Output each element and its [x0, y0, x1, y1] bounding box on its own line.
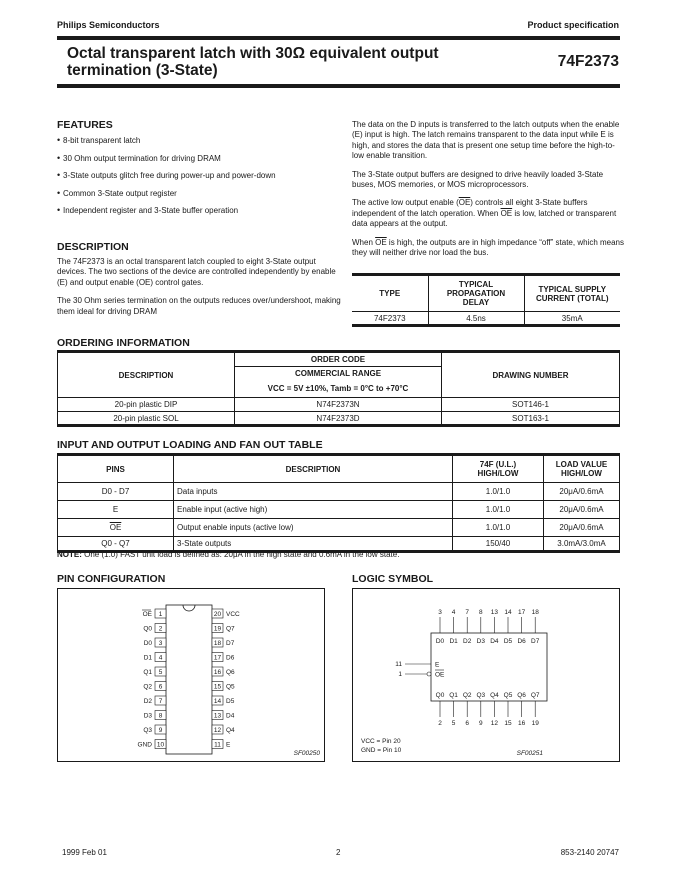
- ord-header-commercial: COMMERCIAL RANGE: [235, 367, 442, 381]
- output-pin-number: 2: [438, 720, 442, 727]
- rcol-para-4: [352, 238, 624, 259]
- rcol-p3-e: is low, latched or transparent data appears at the output.: [352, 208, 617, 229]
- pin-number: 20: [213, 611, 222, 618]
- pin-name: Q2: [143, 683, 152, 691]
- oe-pin-number: 1: [398, 671, 402, 678]
- table-row: [58, 412, 620, 426]
- rcol-p3-c: ) controls all eight 3-State buffers independent of the latch operation. When: [352, 198, 588, 218]
- load-cell: 20μA/0.6mA: [544, 483, 620, 501]
- ord-header-description: DESCRIPTION: [58, 352, 235, 398]
- rcol-p3-oe2: $\overline{OE}$: [500, 208, 513, 218]
- pin-name: D0: [143, 640, 152, 647]
- note-label: NOTE:: [57, 550, 82, 559]
- load-cell: 150/40: [453, 537, 544, 552]
- list-item: • 3-State outputs glitch free during power-up and power-down: [57, 171, 337, 189]
- logic-box: [431, 633, 547, 701]
- load-cell: Enable input (active high): [174, 501, 453, 519]
- typ-header-delay: TYPICAL PROPAGATION DELAY: [428, 275, 524, 312]
- list-item: • 30 Ohm output termination for driving DRAM: [57, 154, 337, 172]
- pin-name: D3: [143, 712, 152, 720]
- input-pin-number: 4: [451, 609, 456, 616]
- input-name: D5: [503, 638, 513, 645]
- list-item: • Common 3-State output register: [57, 189, 337, 207]
- pin-config-svg: [58, 589, 324, 761]
- right-column-body: [352, 120, 624, 266]
- ord-cell: N74F2373N: [235, 398, 442, 412]
- pin-number: 2: [158, 625, 163, 633]
- pin-name: D7: [226, 640, 235, 647]
- table-row: [58, 519, 620, 537]
- load-header-pins: PINS: [58, 455, 174, 483]
- logic-symbol-svg: [353, 589, 619, 761]
- output-pin-number: 15: [504, 720, 512, 727]
- input-pin-number: 8: [478, 609, 483, 616]
- company-name: Philips Semiconductors: [57, 20, 160, 30]
- loading-note: [57, 550, 399, 559]
- rcol-p4-oe: $\overline{OE}$: [375, 237, 387, 247]
- part-number: 74F2373: [557, 53, 619, 70]
- typ-cell-current: 35mA: [524, 312, 620, 326]
- pin-number: 18: [213, 640, 222, 647]
- ord-cell: N74F2373D: [235, 412, 442, 426]
- pin-name: Q1: [143, 669, 152, 676]
- list-item: • 8-bit transparent latch: [57, 136, 337, 154]
- description-heading: DESCRIPTION: [57, 241, 129, 253]
- footer-page: 2: [336, 848, 341, 857]
- output-pin-number: 12: [490, 720, 499, 727]
- table-row: [58, 483, 620, 501]
- ord-cell: SOT163-1: [442, 412, 620, 426]
- pin-config-diagram: [57, 588, 325, 762]
- output-name: Q1: [449, 692, 458, 699]
- pin-number: 12: [213, 727, 222, 734]
- load-cell: Data inputs: [174, 483, 453, 501]
- pin-number: 15: [213, 683, 222, 691]
- table-row: [58, 501, 620, 519]
- loading-heading: INPUT AND OUTPUT LOADING AND FAN OUT TABLE: [57, 439, 323, 451]
- load-cell: Q0 - Q7: [58, 537, 174, 552]
- logic-symbol-heading: LOGIC SYMBOL: [352, 573, 434, 585]
- load-header-ul: 74F (U.L.) HIGH/LOW: [453, 455, 544, 483]
- load-cell: D0 - D7: [58, 483, 174, 501]
- pin-config-heading: PIN CONFIGURATION: [57, 573, 166, 585]
- rcol-para-3: [352, 198, 624, 229]
- pin-name: Q6: [226, 669, 235, 676]
- input-name: D2: [463, 638, 472, 645]
- output-name: Q5: [503, 692, 513, 699]
- typ-cell-delay: 4.5ns: [428, 312, 524, 326]
- typ-header-type: TYPE: [352, 275, 428, 312]
- ord-cell: 20-pin plastic SOL: [58, 412, 235, 426]
- vcc-note: VCC = Pin 20: [361, 738, 401, 745]
- load-cell: 1.0/1.0: [453, 519, 544, 537]
- description-para-1: The 74F2373 is an octal transparent latch coupled to eight 3-State output devices. The two sections of the device are controlled independently by enable (E) and output enable (OE) control gates.: [57, 257, 336, 287]
- diagram-code: SF00250: [293, 750, 320, 757]
- ord-header-order-code: ORDER CODE: [235, 352, 442, 367]
- ordering-table: [57, 350, 620, 427]
- pin-number: 17: [213, 654, 222, 662]
- load-header-load: LOAD VALUE HIGH/LOW: [544, 455, 620, 483]
- pin-number: 4: [158, 654, 163, 662]
- description-body: [57, 257, 342, 325]
- pin-number: 10: [156, 741, 165, 749]
- input-name: D3: [476, 638, 485, 645]
- load-cell: 1.0/1.0: [453, 501, 544, 519]
- pin-name: Q5: [226, 683, 235, 691]
- pin-number: 19: [213, 625, 222, 633]
- input-pin-number: 17: [517, 609, 526, 616]
- pin-name: D1: [143, 654, 152, 662]
- pin-number: 13: [213, 712, 222, 720]
- ord-cell: SOT146-1: [442, 398, 620, 412]
- output-pin-number: 5: [451, 720, 456, 727]
- output-pin-number: 9: [478, 720, 483, 727]
- description-para-2: The 30 Ohm series termination on the outputs reduces over/undershoot, making them ideal for driving DRAM: [57, 296, 341, 316]
- pin-number: 6: [158, 683, 163, 691]
- pin-name: Q3: [143, 727, 152, 734]
- pin-number: 8: [158, 712, 163, 720]
- output-name: Q7: [530, 692, 540, 699]
- pin-name: OE: [142, 611, 152, 618]
- rcol-p3-oe: $\overline{OE}$: [458, 198, 471, 208]
- load-cell: 20μA/0.6mA: [544, 519, 620, 537]
- pin-name: VCC: [226, 611, 240, 618]
- oe-bubble: [427, 672, 431, 676]
- input-name: D6: [517, 638, 526, 645]
- rcol-p4-a: When: [352, 237, 376, 247]
- output-pin-number: 19: [531, 720, 539, 727]
- list-item: • Independent register and 3-State buffer operation: [57, 206, 337, 224]
- pin-number: 5: [158, 669, 163, 676]
- gnd-note: GND = Pin 10: [361, 747, 402, 754]
- note-text: One (1.0) FAST unit load is defined as: 20μA in the high state and 0.6mA in the low state.: [81, 550, 400, 559]
- header-rule-bottom: [57, 84, 620, 88]
- load-cell: 1.0/1.0: [453, 483, 544, 501]
- output-name: Q4: [490, 692, 499, 699]
- ord-header-conditions: VCC = 5V ±10%, Tamb = 0°C to +70°C: [235, 381, 442, 398]
- document-title: Octal transparent latch with 30Ω equivalent output termination (3-State): [67, 45, 439, 79]
- rcol-para-2: The 3-State output buffers are designed to drive heavily loaded 3-State buses, MOS memories, or MOS microprocessors.: [352, 169, 604, 190]
- chip-notch: [183, 605, 195, 611]
- load-cell: E: [58, 501, 174, 519]
- spec-type: Product specification: [527, 20, 619, 30]
- input-pin-number: 13: [490, 609, 499, 616]
- pin-number: 11: [214, 741, 221, 749]
- rcol-para-1: The data on the D inputs is transferred to the latch outputs when the enable (E) input is high. The latch remains transparent to the data input while E is high, and stores the data that is present one setup time before the high-to-low enable transition.: [352, 120, 620, 161]
- ord-cell: 20-pin plastic DIP: [58, 398, 235, 412]
- ordering-heading: ORDERING INFORMATION: [57, 337, 190, 349]
- typ-header-current: TYPICAL SUPPLY CURRENT (TOTAL): [524, 275, 620, 312]
- e-name: E: [435, 661, 440, 669]
- footer-date: 1999 Feb 01: [62, 848, 107, 857]
- pin-number: 9: [158, 727, 163, 734]
- ord-header-drawing: DRAWING NUMBER: [442, 352, 620, 398]
- output-name: Q3: [476, 692, 486, 699]
- pin-name: D6: [226, 654, 235, 662]
- pin-name: D5: [226, 698, 235, 705]
- load-cell: Output enable inputs (active low): [174, 519, 453, 537]
- input-pin-number: 3: [438, 609, 442, 616]
- output-pin-number: 6: [465, 720, 470, 727]
- input-pin-number: 7: [465, 609, 470, 616]
- pin-number: 16: [213, 669, 222, 676]
- output-name: Q6: [517, 692, 526, 699]
- chip-body: [166, 605, 212, 754]
- output-name: Q0: [435, 692, 445, 699]
- input-name: D0: [435, 638, 445, 645]
- pin-name: E: [226, 741, 231, 749]
- input-pin-number: 18: [531, 609, 539, 616]
- pin-name: GND: [137, 741, 152, 749]
- load-cell: $\overline{OE}$: [58, 519, 174, 537]
- oe-name: OE: [435, 671, 445, 679]
- pin-number: 14: [213, 698, 222, 705]
- output-name: Q2: [462, 692, 472, 699]
- table-row: [58, 398, 620, 412]
- pin-name: Q0: [143, 625, 152, 633]
- pin-number: 1: [158, 611, 163, 618]
- header-rule-top: [57, 36, 620, 40]
- rcol-p4-c: is high, the outputs are in high impedance “off” state, which means they will neither drive nor load the bus.: [352, 237, 625, 258]
- e-pin-number: 11: [395, 661, 402, 668]
- loading-table: [57, 453, 620, 553]
- pin-number: 3: [158, 640, 163, 647]
- typ-cell-type: 74F2373: [352, 312, 428, 326]
- load-cell: 20μA/0.6mA: [544, 501, 620, 519]
- load-header-description: DESCRIPTION: [174, 455, 453, 483]
- pin-name: D2: [143, 698, 152, 705]
- pin-number: 7: [158, 698, 163, 705]
- features-list: [57, 136, 337, 224]
- diagram-code: SF00251: [516, 750, 543, 757]
- input-name: D7: [531, 638, 540, 645]
- output-pin-number: 16: [517, 720, 526, 727]
- input-name: D1: [449, 638, 458, 645]
- input-pin-number: 14: [504, 609, 512, 616]
- rcol-p3-a: The active low output enable (: [352, 198, 459, 208]
- typical-table: [352, 273, 620, 327]
- pin-name: Q4: [226, 727, 235, 734]
- pin-name: Q7: [226, 625, 235, 633]
- input-name: D4: [490, 638, 499, 645]
- logic-symbol-diagram: [352, 588, 620, 762]
- features-heading: FEATURES: [57, 119, 113, 131]
- load-cell: 3-State outputs: [174, 537, 453, 552]
- footer-doc-number: 853-2140 20747: [560, 848, 619, 857]
- load-cell: 3.0mA/3.0mA: [544, 537, 620, 552]
- pin-name: D4: [226, 712, 235, 720]
